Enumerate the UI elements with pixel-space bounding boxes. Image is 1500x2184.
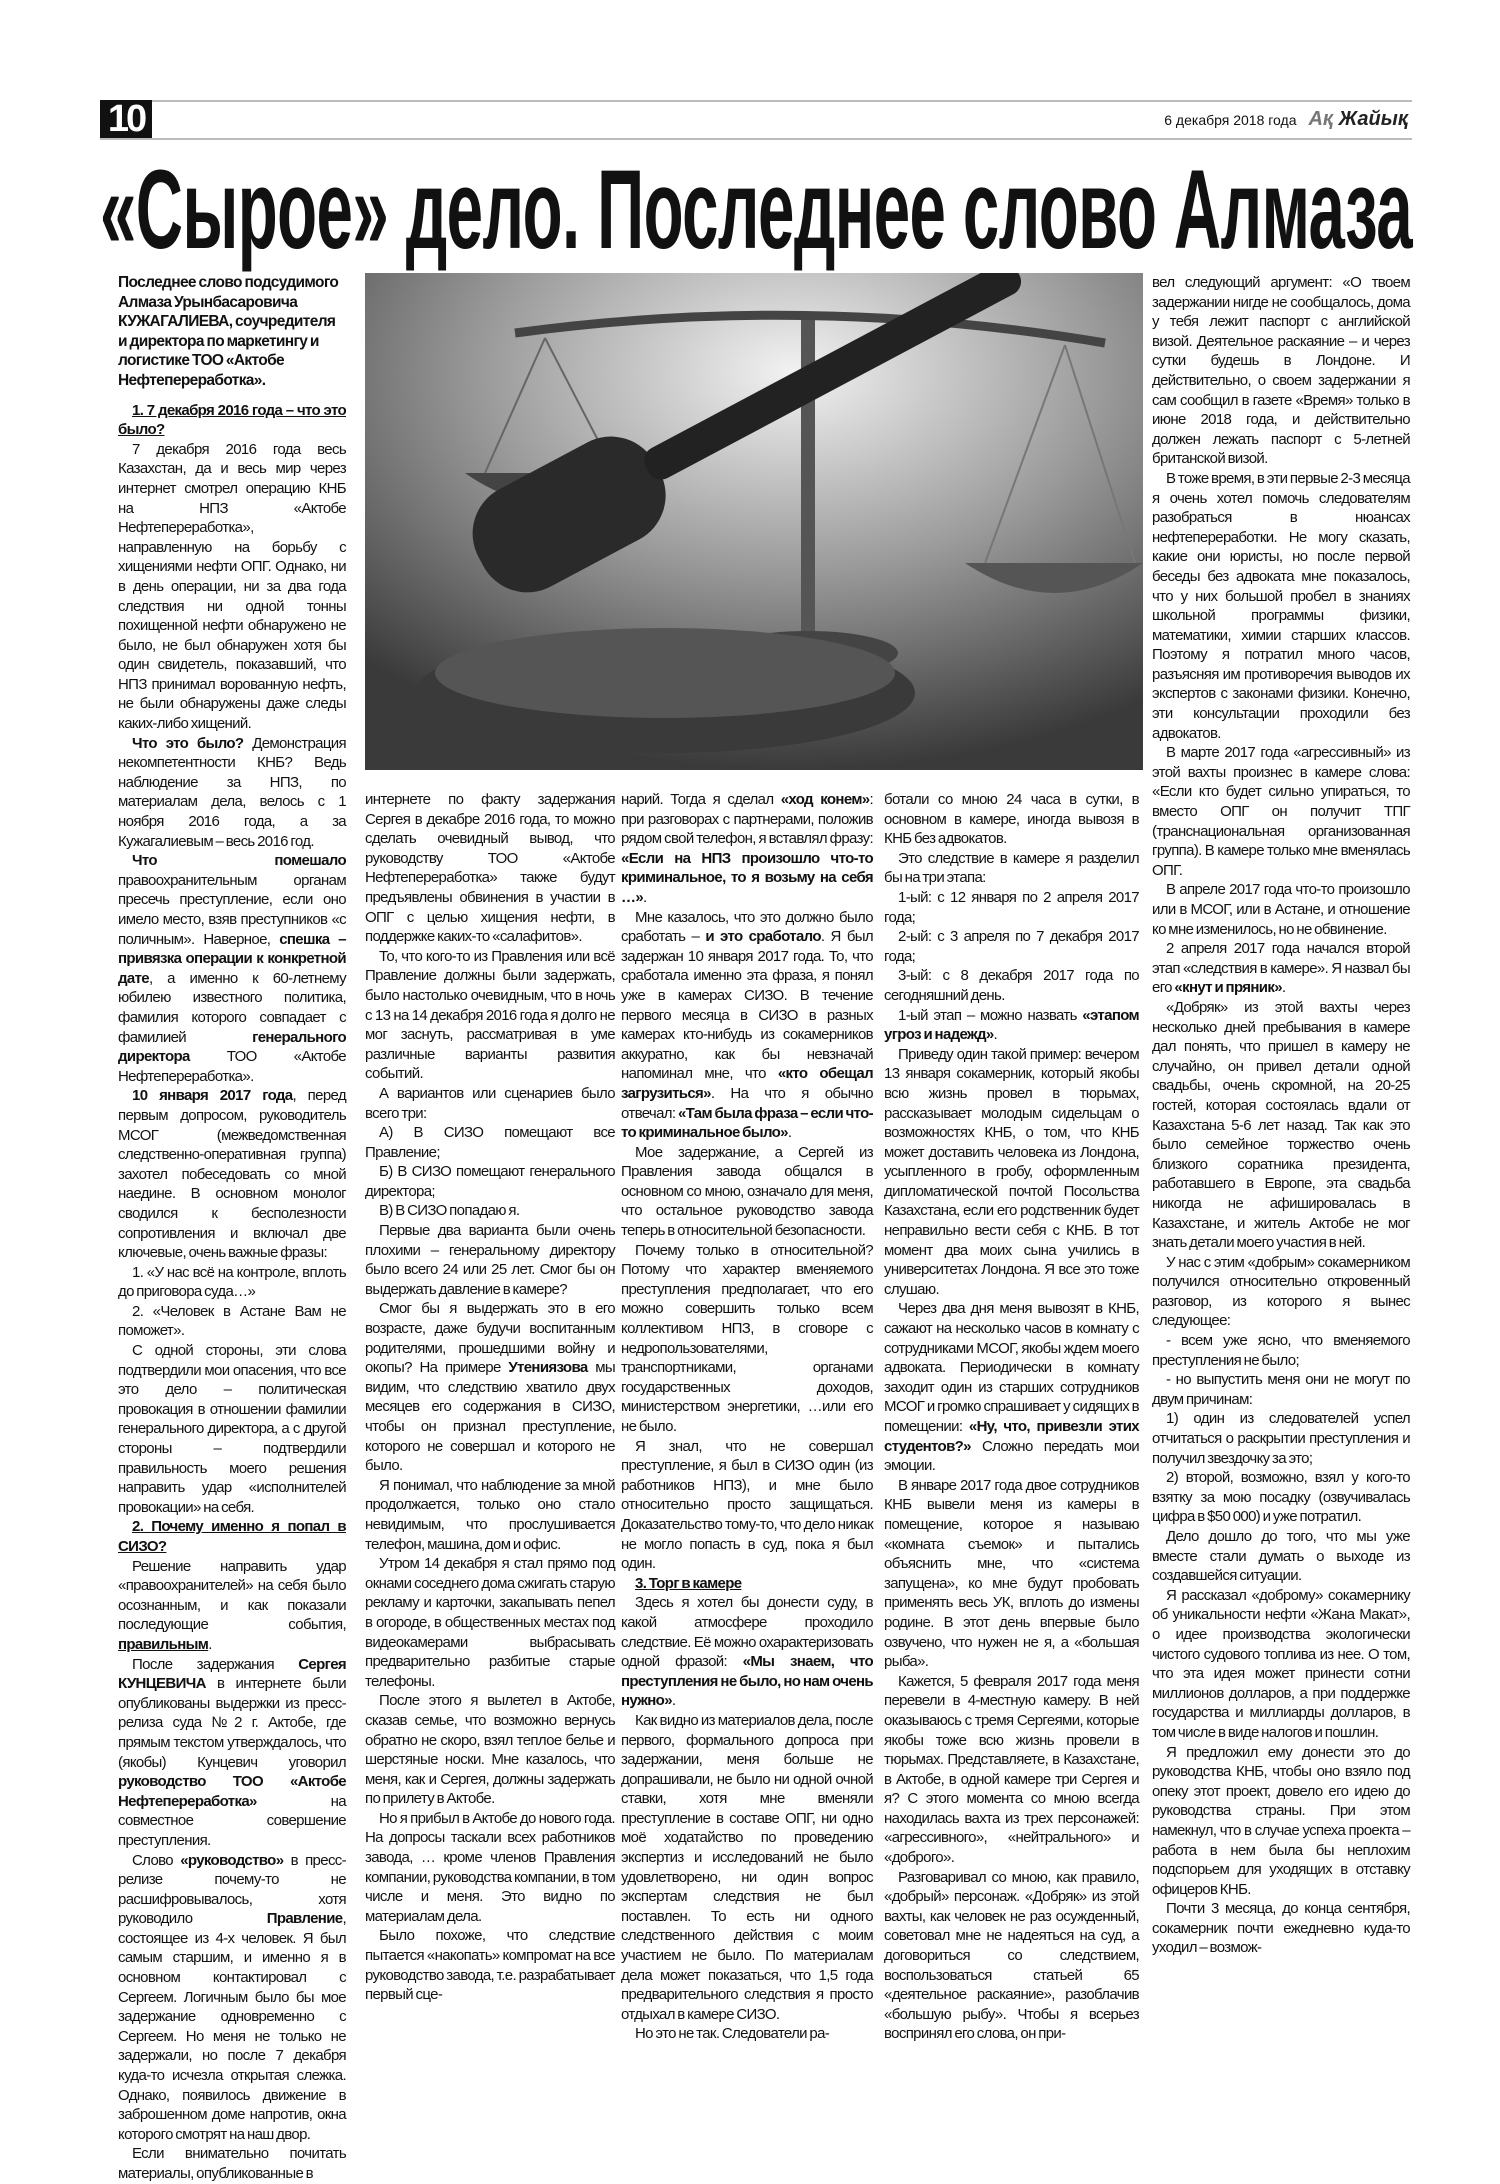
emphasis-text: «Мы знаем, что преступления не было, но нам очень нужно»: [621, 1653, 873, 1710]
paragraph: [1152, 1586, 1410, 1743]
paragraph: [884, 927, 1139, 966]
text-run: Почти 3 месяца, до конца сентября, сокамерник почти ежедневно куда-то уходил – возмож-: [1152, 1900, 1410, 1957]
emphasis-text: «кнут и пряник»: [1174, 979, 1282, 997]
text-run: .: [208, 1635, 212, 1653]
text-run: 3. Торг в камере: [635, 1574, 742, 1592]
text-run: Но это не так. Следователи ра-: [635, 2025, 830, 2043]
text-column-1: [118, 273, 346, 2184]
text-run: Кажется, 5 февраля 2017 года меня перевели в 4-местную камеру. В ней оказываюсь с тремя Сергеями, которые якобы тоже всю жизнь провели в тюрьмах. Представляете, в Казахстане, в Актобе, в одной камере три Сергея и я? С этого момента со мною всегда находилась вахта из трех персонажей: «агрессивного», «нейтрального» и «доброго».: [884, 1672, 1139, 1867]
paragraph: [365, 1809, 615, 1927]
paragraph: [884, 1476, 1139, 1672]
paragraph: [621, 1437, 873, 1574]
text-run: Если внимательно почитать материалы, опубликованные в: [118, 2145, 346, 2182]
text-run: Дело дошло до того, что мы уже вместе стали думать о выходе из создавшейся ситуации.: [1152, 1528, 1410, 1585]
paragraph: [118, 1851, 346, 2145]
text-run: В январе 2017 года двое сотрудников КНБ вывели меня из камеры в помещение, которое я называю «комната съемок» и пытались объяснить мне, что «система запущена», ко мне будут пробовать применять весь УК, вплоть до измены родине. В этот день впервые было озвучено, что нужен не я, а «большая рыба».: [884, 1476, 1139, 1671]
section-heading: [118, 1517, 346, 1556]
text-run: Б) В СИЗО помещают генерального директора;: [365, 1163, 615, 1200]
text-run: в интернете были опубликованы выдержки из пресс-релиза суда №2 г. Актобе, где прямым текстом утверждалось, что (якобы) Кунцевич уговорил: [118, 1675, 346, 1771]
emphasis-text: Правление: [266, 1910, 343, 1928]
text-run: 2 апреля 2017 года начался второй этап «следствия в камере». Я назвал бы его: [1152, 940, 1410, 997]
text-run: ботали со мною 24 часа в сутки, в основном в камере, иногда вывозя в КНБ без адвокатов.: [884, 791, 1139, 848]
text-run: - но выпустить меня они не могут по двум причинам:: [1152, 1371, 1410, 1408]
text-run: .: [671, 1692, 676, 1710]
paragraph: [365, 1084, 615, 1123]
text-run: , состоящее из 4-х человек. Я был самым старшим, и именно я в основном контактировал с Сергеем. Логичным было бы мое задержание одновременно с Сергеем. Но меня не только не задержали, но после 7 декабря куда-то исчезла открытая слежка. Однако, появилось движение в заброшенном доме напротив, окна которого смотрят на наш двор.: [118, 1910, 346, 2143]
paragraph: [1152, 1370, 1410, 1409]
text-run: , перед первым допросом, руководитель МСОГ (межведомственная следственно-оперативная группа) захотел побеседовать со мной наедине. В основном монолог сводился к бесполезности сопротивления и включал две ключевые, очень важные фразы:: [118, 1087, 347, 1262]
text-run: 2-ый: с 3 апреля по 7 декабря 2017 года;: [884, 928, 1139, 965]
paragraph: [1152, 880, 1410, 939]
text-run: 7 декабря 2016 года весь Казахстан, да и весь мир через интернет смотрел операцию КНБ на НПЗ «Актобе Нефтепереработка», направленную на борьбу с хищениями нефти ОПГ. Однако, ни в день операции, ни за два года следствия ни одной тонны похищенной нефти обнаружено не было, не был обнаружен хотя бы один свидетель, показавший, что НПЗ принимал ворованную нефть, не были обнаружены даже следы каких-либо хищений.: [118, 440, 346, 733]
section-heading: [621, 1574, 873, 1594]
text-run: Мое задержание, а Сергей из Правления завода общался в основном со мною, означало для меня, что остальное руководство завода теперь в относительной безопасности.: [621, 1143, 873, 1240]
paragraph: [884, 1868, 1139, 2044]
emphasis-text: «руководство»: [180, 1851, 284, 1869]
text-run: вел следующий аргумент: «О твоем задержании нигде не сообщалось, дома у тебя лежит паспорт с английской визой. Деятельное раскаяние – и через сутки будешь в Лондоне. И действительно, о своем задержании я сам сообщил в газете «Время» только в июне 2018 года, и действительно должен лежать паспорт с 5-летней британской визой.: [1152, 274, 1410, 468]
text-column-5: [1152, 273, 1410, 1958]
text-run: В марте 2017 года «агрессивный» из этой вахты произнес в камере слова: «Если кто будет сильно упираться, то вместо ОПГ он получит ТПГ (транснациональная организованная группа). В камере только мне вменялась ОПГ.: [1152, 744, 1410, 879]
paragraph: [884, 1672, 1139, 1868]
text-run: В тоже время, в эти первые 2-3 месяца я очень хотел помочь следователям разобраться в нюансах нефтепереработки. Не могу сказать, какие они юристы, но после первой беседы без адвоката мне показалось, что у них большой пробел в знаниях школьной программы физики, математики, химии старших классов. Поэтому я потратил много часов, разъясняя им противоречия выводов их экспертов с законами физики. Конечно, эти консультации проходили без адвокатов.: [1152, 469, 1410, 742]
text-column-4: [884, 790, 1139, 2044]
paragraph: [621, 790, 873, 908]
text-run: Было похоже, что следствие пытается «накопать» компромат на все руководство завода, т.е. разрабатывает первый сце-: [365, 1927, 615, 2004]
text-run: В апреле 2017 года что-то произошло или в МСОГ, или в Астане, и отношение ко мне изменилось, но не обвинение.: [1152, 881, 1410, 938]
paragraph: [884, 888, 1139, 927]
text-run: Последнее слово подсудимого Алмаза Урынбасаровича КУЖАГАЛИЕВА, соучредителя и директора по маркетингу и логистике ТОО «Актобе Нефтепереработка».: [118, 274, 339, 389]
paragraph: [884, 849, 1139, 888]
paragraph: [118, 2144, 346, 2183]
paragraph: [621, 1143, 873, 1241]
text-run: 2. Почему именно я попал в СИЗО?: [118, 1518, 346, 1555]
text-run: 2) второй, возможно, взял у кого-то взятку за мою посадку (озвучивалась цифра в $50 000) и уже потратил.: [1152, 1469, 1410, 1526]
text-run: Утром 14 декабря я стал прямо под окнами соседнего дома сжигать старую рекламу и карточки, закапывать пепел в огороде, в общественных местах под видеокамерами выбрасывать предварительно разбитые старые телефоны.: [365, 1555, 615, 1690]
paragraph: [365, 790, 615, 947]
paragraph: [118, 1263, 346, 1302]
paragraph: [118, 1557, 346, 1655]
text-run: .: [993, 1026, 998, 1044]
text-run: Демонстрация некомпетентности КНБ? Ведь наблюдение за НПЗ, по материалам дела, велось с 1 ноября 2016 года, а за Кужагалиевым – весь 2016 год.: [118, 734, 346, 850]
paragraph: [1152, 1527, 1410, 1586]
text-run: Это следствие в камере я разделил бы на три этапа:: [884, 849, 1139, 887]
header-right: [1164, 108, 1408, 131]
emphasis-text: «Если на НПЗ произошло что-то криминальное, то я возьму на себя …»: [621, 849, 873, 906]
paragraph: [365, 1123, 615, 1162]
paragraph: [1152, 998, 1410, 1253]
paragraph: [365, 1926, 615, 2004]
page-number: 10: [100, 100, 152, 138]
emphasis-text: «Ну, что, привезли этих студентов?»: [884, 1418, 1139, 1455]
text-run: в пресс-релизе почему-то не расшифровывалось, хотя руководило: [118, 1851, 346, 1928]
paragraph: [118, 1341, 346, 1517]
paragraph: [365, 947, 615, 1084]
paragraph: [1152, 1468, 1410, 1527]
paragraph: [884, 1045, 1139, 1300]
page-header: [100, 100, 1412, 140]
paragraph: [1152, 1899, 1410, 1958]
paragraph: [884, 1299, 1139, 1475]
text-run: После этого я вылетел в Актобе, сказав семье, что возможно вернусь обратно не скоро, взял теплое белье и шерстяные носки. Мне казалось, что меня, как и Сергея, должны задержать по прилету в Актобе.: [365, 1692, 615, 1808]
text-run: .: [643, 888, 647, 906]
text-run: 1. 7 декабря 2016 года – что это было?: [118, 401, 346, 439]
emphasis-text: Что это было?: [132, 734, 244, 752]
text-run: Сложно передать мои эмоции.: [884, 1437, 1139, 1475]
paragraph: [365, 1691, 615, 1809]
paragraph: [365, 1201, 615, 1221]
paragraph: [884, 790, 1139, 849]
paragraph: [1152, 1331, 1410, 1370]
scales-gavel-illustration-icon: [365, 273, 1143, 770]
paragraph: [1152, 743, 1410, 880]
newspaper-logo: [1308, 108, 1408, 131]
text-run: 1-ый: с 12 января по 2 апреля 2017 года;: [884, 888, 1139, 926]
text-run: 3-ый: с 8 декабря 2017 года по сегодняшний день.: [884, 967, 1139, 1004]
text-run: Почему только в относительной? Потому что характер вменяемого преступления предполагает, что его можно совершить только всем коллективом НПЗ, в сговоре с недропользователями, транспортниками, органами государственных доходов, министерством энергетики, …или его не было.: [621, 1241, 873, 1435]
text-run: на совместное совершение преступления.: [118, 1792, 346, 1849]
paragraph: [118, 1302, 346, 1341]
text-run: После задержания: [132, 1655, 299, 1673]
text-run: .: [1281, 979, 1286, 997]
text-run: нарий. Тогда я сделал: [621, 791, 781, 808]
emphasis-text: «кто обещал загрузиться»: [621, 1065, 873, 1102]
paragraph: [621, 2024, 873, 2044]
text-run: «Добряк» из этой вахты через несколько дней пребывания в камере дал понять, что пришел в камеру не случайно, он привел детали одной свадьбы, очень скромной, на 20-25 гостей, которая состоялась вдали от Казахстана 5-6 лет назад. Так как это было семейное торжество очень близкого соратника президента, работавшего в Европе, эта свадьба никогда не афишировалась в Казахстане, и житель Актобе не мог знать детали моего участия в ней.: [1152, 998, 1410, 1252]
paragraph: [1152, 1253, 1410, 1331]
emphasis-text: и это сработало: [705, 928, 821, 946]
paragraph: [118, 1655, 346, 1851]
text-run: Приведу один такой пример: вечером 13 января сокамерник, который якобы всю жизнь провел в тюрьмах, рассказывает молодым сидельцам о возможностях КНБ, о том, что КНБ может доставить человека из Лондона, усыпленного в гробу, оформленным дипломатической почтой Посольства Казахстана, если его родственник будет неправильно вести себя с КНБ. В тот момент два моих сына учились в университетах Лондона. Я все это тоже слушаю.: [884, 1045, 1139, 1298]
emphasis-text: «ход конем»: [780, 791, 870, 808]
paragraph: [1152, 273, 1410, 469]
paragraph: [365, 1221, 615, 1299]
paragraph: [621, 1593, 873, 1711]
text-run: мы видим, что следствию хватило двух месяцев его содержания в СИЗО, чтобы он признал преступление, которого не совершал и которого не было.: [365, 1359, 615, 1475]
paragraph: [365, 1554, 615, 1691]
emphasis-text: генерального директора: [118, 1028, 346, 1066]
paragraph: [365, 1476, 615, 1554]
text-run: : при разговорах с партнерами, положив рядом свой телефон, я вставлял фразу:: [621, 791, 873, 848]
section-heading: [118, 401, 346, 440]
text-run: Я понимал, что наблюдение за мной продолжается, только оно стало невидимым, что прослушивается телефон, машина, дом и офис.: [365, 1476, 615, 1553]
paragraph: [621, 908, 873, 1143]
emphasis-text: спешка – привязка операции к конкретной дате: [118, 930, 346, 987]
emphasis-text: руководство ТОО «Актобе Нефтепереработка»: [118, 1773, 346, 1810]
text-run: А вариантов или сценариев было всего три:: [365, 1084, 615, 1122]
emphasis-text: 10 января 2017 года: [132, 1087, 293, 1105]
text-run: Слово: [132, 1851, 181, 1869]
text-run: Как видно из материалов дела, после первого, формального допроса при задержании, меня больше не допрашивали, не было ни одной очной ставки, хотя мне вменяли преступление в составе ОПГ, ни одно моё ходатайство по проведению экспертиз и исследований не было удовлетворено, ни один вопрос экспертам следствия не был поставлен. То есть ни одного следственного действия с моим участием не было. По материалам дела может показаться, что 1,5 года предварительного следствия я просто отдыхал в камере СИЗО.: [621, 1711, 873, 2023]
article-title: «Сырое» дело. Последнее слово Алмаза: [100, 147, 1412, 272]
text-run: 1) один из следователей успел отчитаться о раскрытии преступления и получил звездочку за это;: [1152, 1410, 1410, 1467]
text-run: 1. «У нас всё на контроле, вплоть до приговора суда…»: [118, 1263, 346, 1301]
paragraph: [621, 1241, 873, 1437]
text-run: 2. «Человек в Астане Вам не поможет».: [118, 1302, 346, 1340]
text-run: Через два дня меня вывозят в КНБ, сажают на несколько часов в комнату с сотрудниками МСОГ, якобы ждем моего адвоката. Периодически в комнату заходит один из старших сотрудников МСОГ и громко спрашивает у сидящих в помещении:: [884, 1300, 1139, 1435]
emphasis-text: Утениязова: [508, 1359, 588, 1377]
text-run: То, что кого-то из Правления или всё Правление должны были задержать, было настолько очевидным, что в ночь с 13 на 14 декабря 2016 года я долго не мог заснуть, рассматривая в уме различные варианты развития событий.: [365, 947, 615, 1083]
paragraph: [1152, 469, 1410, 743]
text-run: 1-ый этап – можно назвать: [898, 1006, 1083, 1024]
text-run: .: [787, 1124, 792, 1142]
text-column-2: [365, 790, 615, 2005]
text-run: правоохранительным органам пресечь преступление, если оно имело место, взяв преступников «с поличным». Наверное,: [118, 871, 346, 948]
text-run: . На что я обычно отвечал:: [621, 1084, 873, 1122]
text-run: С одной стороны, эти слова подтвердили мои опасения, что все это дело – политическая провокация в отношении фамилии генерального директора, а с другой стороны – подтвердили правильность моего решения направить удар «исполнителей провокации» на себя.: [118, 1342, 346, 1516]
text-run: интернете по факту задержания Сергея в декабре 2016 года, то можно сделать очевидный вывод, что руководству ТОО «Актобе Нефтепереработка» также будут предъявлены обвинения в участии в ОПГ с целью хищения нефти, в поддержке каких-то «салафитов».: [365, 791, 615, 946]
text-run: Но я прибыл в Актобе до нового года. На допросы таскали всех работников завода, … кроме членов Правления компании, руководства компании, в том числе и меня. Это видно по материалам дела.: [365, 1809, 615, 1925]
text-run: Я предложил ему донести это до руководства КНБ, чтобы оно взяло под опеку этот проект, довело его идею до руководства страны. При этом намекнул, что в случае успеха проекта – работа в нем была бы неплохим подспорьем для уходящих в отставку офицеров КНБ.: [1152, 1743, 1410, 1898]
text-run: ТОО «Актобе Нефтепереработка».: [118, 1048, 346, 1085]
paragraph: [118, 851, 346, 1086]
paragraph: [118, 440, 346, 734]
paragraph: [1152, 1743, 1410, 1900]
text-run: Мне казалось, что это должно было сработать –: [621, 908, 873, 946]
emphasis-text: правильным: [118, 1635, 209, 1653]
paragraph: [1152, 1409, 1410, 1468]
paragraph: [365, 1299, 615, 1475]
article-lead: [118, 273, 346, 391]
text-run: Первые два варианта были очень плохими – генеральному директору было всего 24 или 25 лет. Смог бы он выдержать давление в камере?: [365, 1222, 615, 1298]
paragraph: [365, 1162, 615, 1201]
text-run: - всем уже ясно, что вменяемого преступления не было;: [1152, 1332, 1410, 1369]
text-run: Решение направить удар «правоохранителей» на себя было осознанным, и как показали последующие события,: [118, 1557, 346, 1634]
text-run: У нас с этим «добрым» сокамерником получился относительно откровенный разговор, из которого я вынес следующее:: [1152, 1253, 1410, 1330]
text-run: Разговаривал со мною, как правило, «добрый» персонаж. «Добряк» из этой вахты, как человек не раз осужденный, советовал мне не надеяться на суд, а договориться со следствием, воспользоваться статьей 65 «деятельное раскаяние», разоблачив «большую рыбу». Чтобы я всерьез воспринял его слова, он при-: [884, 1868, 1139, 2043]
scales-and-gavel-photo: [365, 273, 1143, 770]
paragraph: [1152, 939, 1410, 998]
text-run: , а именно к 60-летнему юбилею известного политика, фамилия которого совпадает с фамилией: [118, 969, 346, 1046]
text-column-3: [621, 790, 873, 2044]
logo-part2: Жайық: [1338, 108, 1408, 130]
emphasis-text: Сергея КУНЦЕВИЧА: [118, 1655, 346, 1693]
emphasis-text: «Там была фраза – если что-то криминальное было»: [621, 1104, 873, 1142]
logo-part1: Ақ: [1308, 108, 1334, 130]
text-run: Я рассказал «доброму» сокамернику об уникальности нефти «Жана Макат», о идее производства экологически чистого судового топлива из нее. О том, что эта идея может принести сотни миллионов долларов, а при поддержке государства и миллиарды долларов, в том числе в виде налогов и пошлин.: [1152, 1586, 1410, 1741]
text-run: А) В СИЗО помещают все Правление;: [365, 1124, 615, 1161]
text-run: В) В СИЗО попадаю я.: [379, 1202, 520, 1220]
emphasis-text: «этапом угроз и надежд»: [884, 1006, 1139, 1044]
paragraph: [118, 1086, 346, 1262]
paragraph: [884, 1006, 1139, 1045]
paragraph: [118, 734, 346, 852]
text-run: Здесь я хотел бы донести суду, в какой атмосфере проходило следствие. Её можно охарактеризовать одной фразой:: [621, 1594, 873, 1671]
text-run: Смог бы я выдержать это в его возрасте, даже будучи воспитанным родителями, прошедшими войну и окопы? На примере: [365, 1300, 615, 1377]
text-run: . Я был задержан 10 января 2017 года. То, что сработала именно эта фраза, я понял уже в камерах СИЗО. В течение первого месяца в СИЗО в разных камерах кто-нибудь из сокамерников аккуратно, как бы невзначай напоминал мне, что: [621, 928, 873, 1083]
paragraph: [884, 966, 1139, 1005]
issue-date: 6 декабря 2018 года: [1164, 111, 1297, 128]
emphasis-text: Что помешало: [132, 852, 346, 870]
paragraph: [621, 1711, 873, 2025]
text-run: Я знал, что не совершал преступление, я был в СИЗО один (из работников НПЗ), и мне было относительно просто защищаться. Доказательство тому-то, что дело никак не могло попасть в суд, пока я был один.: [621, 1437, 873, 1573]
